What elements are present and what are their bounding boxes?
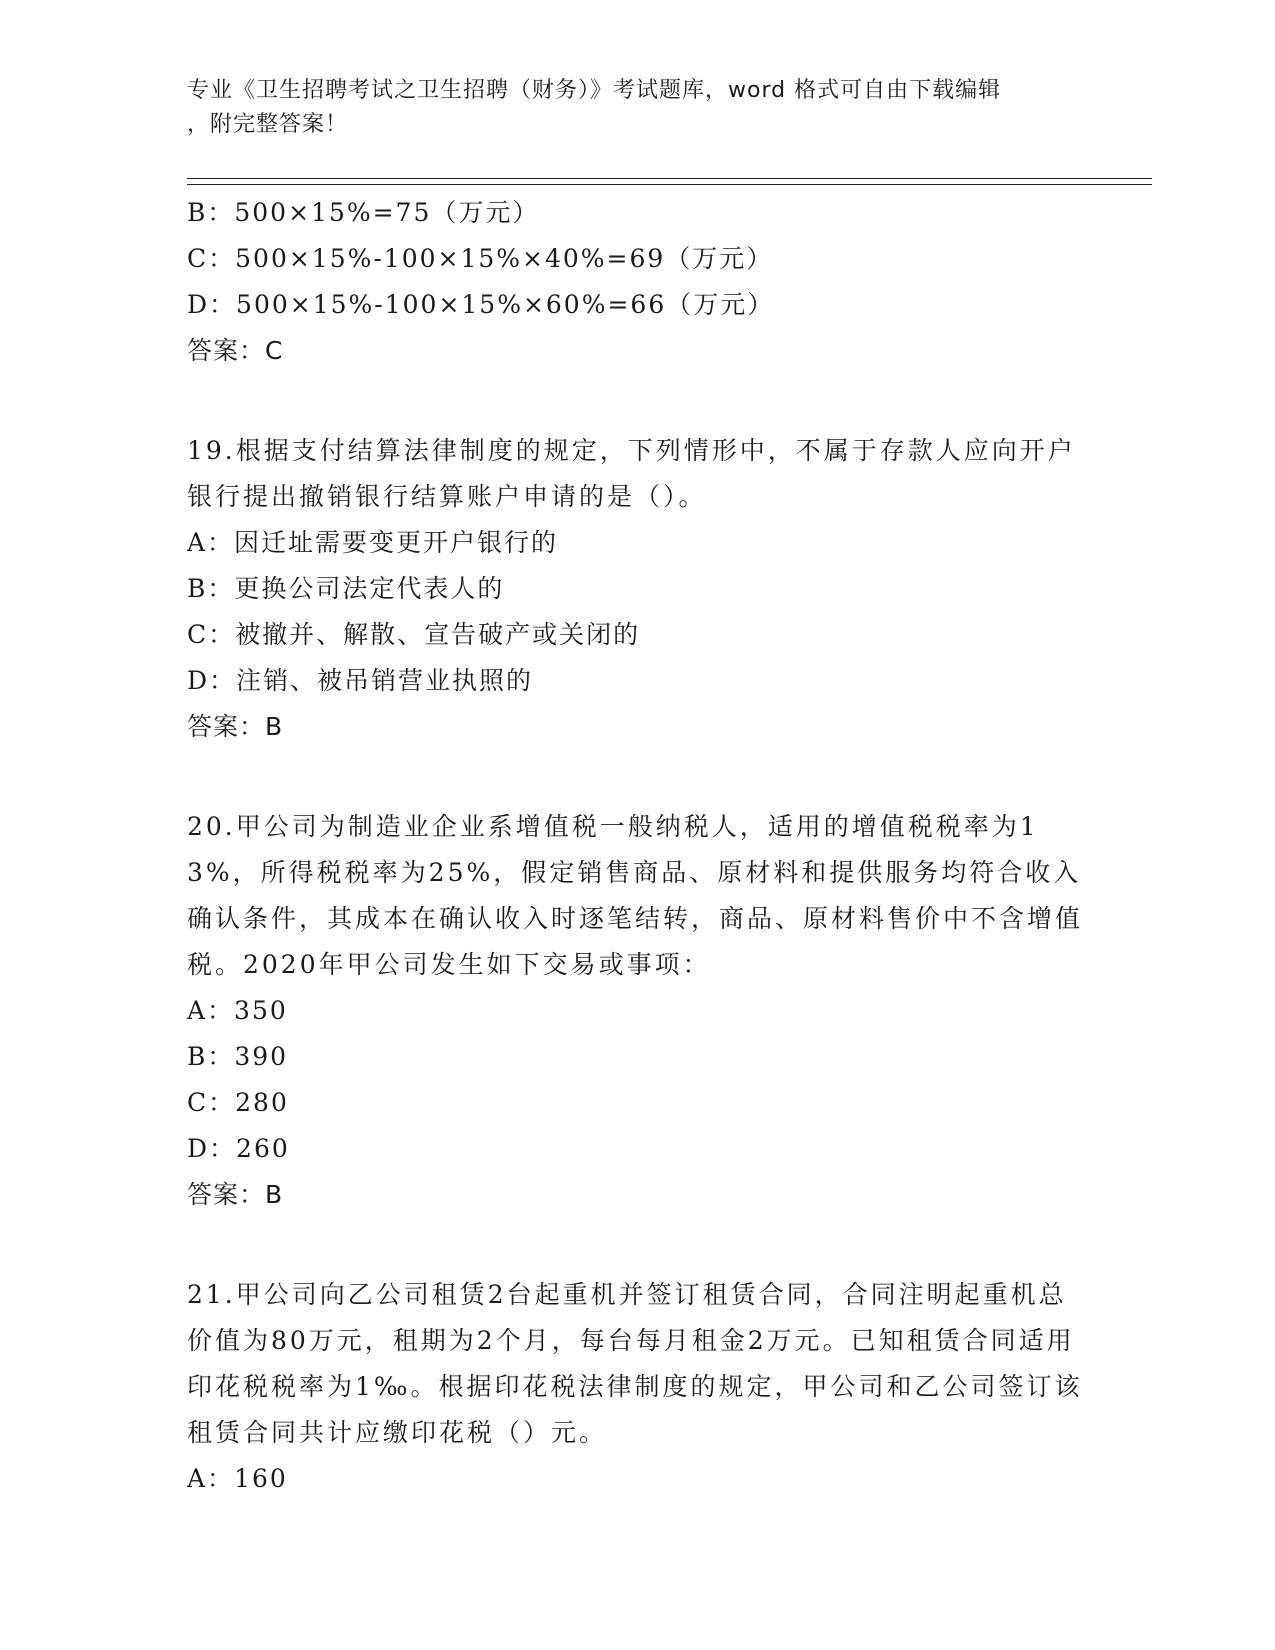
question-20-option-c: C：280 <box>187 1088 289 1117</box>
question-20-option-d: D：260 <box>187 1134 290 1163</box>
question-list <box>187 190 1087 1502</box>
header-line-1: 专业《卫生招聘考试之卫生招聘（财务）》考试题库，word 格式可自由下载编辑 <box>187 78 1002 103</box>
question-18-option-c: C：500×15%-100×15%×40%=69（万元） <box>187 244 774 273</box>
header-divider-bottom <box>187 184 1152 185</box>
question-18-option-b: B：500×15%=75（万元） <box>187 198 540 227</box>
header-divider-top <box>187 178 1152 179</box>
question-21-stem: 21.甲公司向乙公司租赁2台起重机并签订租赁合同，合同注明起重机总价值为80万元，租期为2个月，每台每月租金2万元。已知租赁合同适用印花税税率为1‰。根据印花税法律制度的规定，甲公司和乙公司签订该租赁合同共计应缴印花税（）元。 <box>187 1280 1083 1447</box>
question-20-stem: 20.甲公司为制造业企业系增值税一般纳税人，适用的增值税税率为13%，所得税税率为25%，假定销售商品、原材料和提供服务均符合收入确认条件，其成本在确认收入时逐笔结转，商品、原材料售价中不含增值税。2020年甲公司发生如下交易或事项： <box>187 812 1084 979</box>
question-19-option-a: A：因迁址需要变更开户银行的 <box>187 528 559 557</box>
question-19-option-d: D：注销、被吊销营业执照的 <box>187 666 534 695</box>
question-19 <box>187 428 1087 750</box>
question-19-option-c: C：被撤并、解散、宣告破产或关闭的 <box>187 620 641 649</box>
question-19-answer: 答案：B <box>187 712 284 741</box>
question-21-option-a: A：160 <box>187 1464 288 1493</box>
question-20-option-b: B：390 <box>187 1042 289 1071</box>
question-21 <box>187 1272 1087 1502</box>
question-19-stem: 19.根据支付结算法律制度的规定，下列情形中，不属于存款人应向开户银行提出撤销银行结算账户申请的是（）。 <box>187 436 1076 511</box>
question-20 <box>187 804 1087 1218</box>
question-20-answer: 答案：B <box>187 1180 284 1209</box>
question-18-answer: 答案：C <box>187 336 284 365</box>
document-header <box>187 74 1067 142</box>
question-18-option-d: D：500×15%-100×15%×60%=66（万元） <box>187 290 775 319</box>
question-19-option-b: B：更换公司法定代表人的 <box>187 574 505 603</box>
question-18-tail <box>187 190 1087 374</box>
question-20-option-a: A：350 <box>187 996 288 1025</box>
header-line-2: ，附完整答案！ <box>187 112 349 137</box>
